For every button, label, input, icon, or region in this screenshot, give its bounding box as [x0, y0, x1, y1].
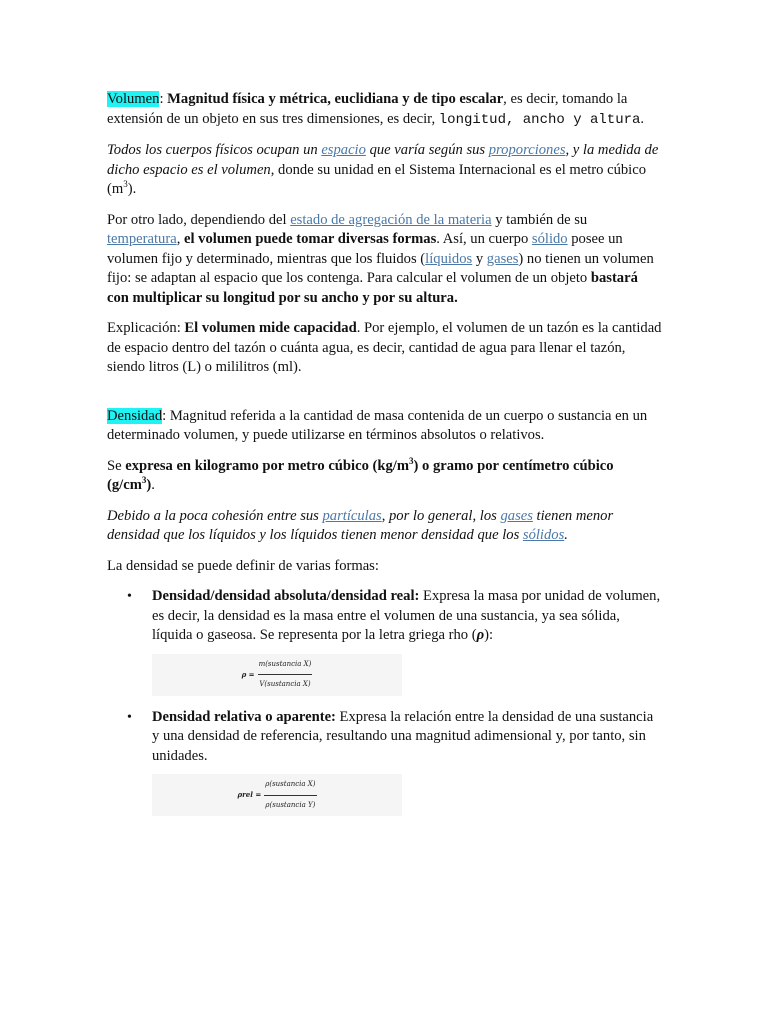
volumen-paragraph-2: Todos los cuerpos físicos ocupan un espacio que varía según sus proporciones, y la medida de dicho espacio es el volumen, donde su unidad en el Sistema Internacional es el metro cúbico $(m^3)$. — [107, 142, 659, 197]
formula-absolute-density: ρ = $\frac{\text{m(sustancia X)}}{\text{V(sustancia X)}}$ — [152, 654, 402, 696]
document-page — [107, 90, 662, 828]
formula-relative-density: ρrel = $\frac{\text{ρ(sustancia X)}}{\text{ρ(sustancia Y)}}$ — [152, 774, 402, 816]
link-gases[interactable]: gases — [486, 250, 519, 267]
volumen-term-highlight: Volumen — [107, 91, 160, 107]
densidad-term-highlight: Densidad — [107, 407, 163, 424]
link-espacio[interactable]: espacio — [321, 142, 366, 158]
list-item-relative-density: • Densidad relativa o aparente: Expresa la relación entre la densidad de una sustancia y una densidad de referencia, resultando una magnitud adimensional y, por tanto, sin unidades. ρrel = $\frac{\text{ρ(sustancia X)}}{\text{ρ(sustancia Y)}}$ — [107, 708, 662, 817]
dimensions-code: longitud, ancho y altura — [438, 111, 641, 128]
densidad-paragraph-2: Se expresa en kilogramo por metro cúbico $(kg/m^3)$ o gramo por centímetro cúbico $(g/cm^3)$. — [107, 455, 614, 493]
volumen-definition-bold: Magnitud física y métrica, euclidiana y de tipo escalar — [167, 91, 504, 107]
section-spacer — [107, 389, 662, 407]
link-gases-2[interactable]: gases — [500, 507, 533, 524]
volumen-paragraph-3: Por otro lado, dependiendo del estado de agregación de la materia y también de su temperatura, el volumen puede tomar diversas formas. Así, un cuerpo sólido posee un volumen fijo y determinado, mientras que los fluidos (líquidos y gases) no tienen un volumen fijo: se adaptan al espacio que los contenga. Para calcular el volumen de un objeto bastará con multiplicar su longitud por su ancho y por su altura. — [107, 211, 654, 306]
volumen-paragraph-4: Explicación: El volumen mide capacidad. Por ejemplo, el volumen de un tazón es la cantidad de espacio dentro del tazón o cuánta agua, es decir, cantidad de agua para llenar el tazón, siendo litros (L) o mililitros (ml). — [107, 320, 662, 375]
link-estado-agregacion[interactable]: estado de agregación de la materia — [290, 211, 492, 228]
link-liquidos[interactable]: líquidos — [425, 250, 473, 267]
densidad-definition: Densidad: Magnitud referida a la cantidad de masa contenida de un cuerpo o sustancia en un determinado volumen, y puede utilizarse en términos absolutos o relativos. — [107, 407, 648, 443]
list-item-absolute-density: • Densidad/densidad absoluta/densidad real: Expresa la masa por unidad de volumen, es decir, la densidad es la masa entre el volumen de una sustancia, ya sea sólida, líquida o gaseosa. Se representa por la letra griega rho (ρ): ρ = $\frac{\text{m(sustancia X)}}{\text{V(sustancia X)}}$ — [107, 587, 662, 696]
link-temperatura[interactable]: temperatura — [107, 231, 177, 247]
densidad-paragraph-4: La densidad se puede definir de varias formas: — [107, 557, 379, 574]
link-proporciones[interactable]: proporciones — [488, 142, 566, 158]
bullet-icon: • — [127, 709, 132, 725]
link-solido[interactable]: sólido — [531, 231, 568, 247]
densidad-paragraph-3: Debido a la poca cohesión entre sus partículas, por lo general, los gases tienen menor densidad que los líquidos y los líquidos tienen menor densidad que los sólidos. — [107, 507, 614, 543]
bullet-icon: • — [127, 589, 132, 604]
density-types-list — [107, 587, 662, 816]
link-particulas[interactable]: partículas — [322, 507, 382, 524]
link-solidos[interactable]: sólidos — [522, 527, 565, 543]
volumen-definition: Volumen: Magnitud física y métrica, euclidiana y de tipo escalar, es decir, tomando la extensión de un objeto en sus tres dimensiones, es decir, longitud, ancho y altura. — [107, 91, 645, 128]
